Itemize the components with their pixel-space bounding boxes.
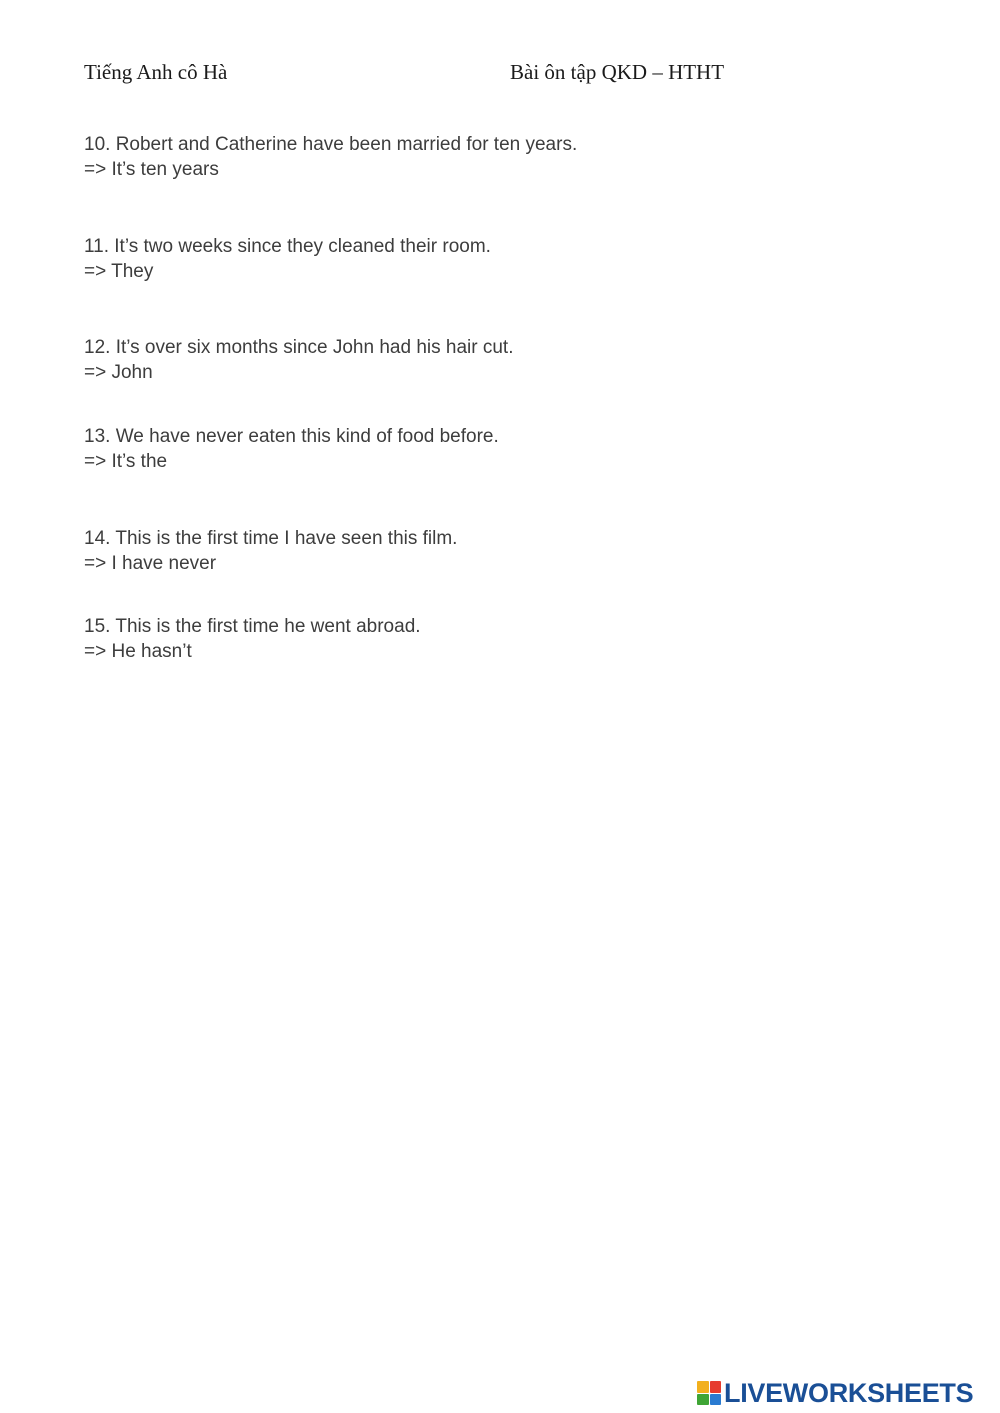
question-prompt: 11. It’s two weeks since they cleaned their room. <box>84 236 491 257</box>
question-answer-stem: => I have never <box>84 553 217 574</box>
question-answer-stem: => John <box>84 362 153 383</box>
question-11 <box>84 234 491 284</box>
question-15 <box>84 614 421 664</box>
header-teacher-name: Tiếng Anh cô Hà <box>84 60 228 84</box>
question-prompt: 12. It’s over six months since John had his hair cut. <box>84 337 514 358</box>
logo-square-1 <box>697 1381 709 1393</box>
liveworksheets-brand <box>697 1378 973 1408</box>
question-10 <box>84 132 577 182</box>
logo-square-3 <box>697 1394 709 1406</box>
brand-wordmark: LIVEWORKSHEETS <box>724 1378 974 1408</box>
question-answer-stem: => It’s ten years <box>84 159 219 180</box>
liveworksheets-logo-icon <box>697 1381 721 1405</box>
logo-square-4 <box>710 1394 722 1406</box>
question-14 <box>84 526 457 576</box>
question-prompt: 10. Robert and Catherine have been married for ten years. <box>84 134 578 155</box>
question-prompt: 14. This is the first time I have seen this film. <box>84 528 458 549</box>
question-13 <box>84 424 499 474</box>
question-12 <box>84 335 513 385</box>
question-prompt: 13. We have never eaten this kind of food before. <box>84 426 499 447</box>
question-answer-stem: => It’s the <box>84 451 168 472</box>
question-prompt: 15. This is the first time he went abroad. <box>84 616 421 637</box>
question-answer-stem: => He hasn’t <box>84 641 192 662</box>
logo-square-2 <box>710 1381 722 1393</box>
header-lesson-title: Bài ôn tập QKD – HTHT <box>510 60 725 84</box>
question-answer-stem: => They <box>84 261 154 282</box>
